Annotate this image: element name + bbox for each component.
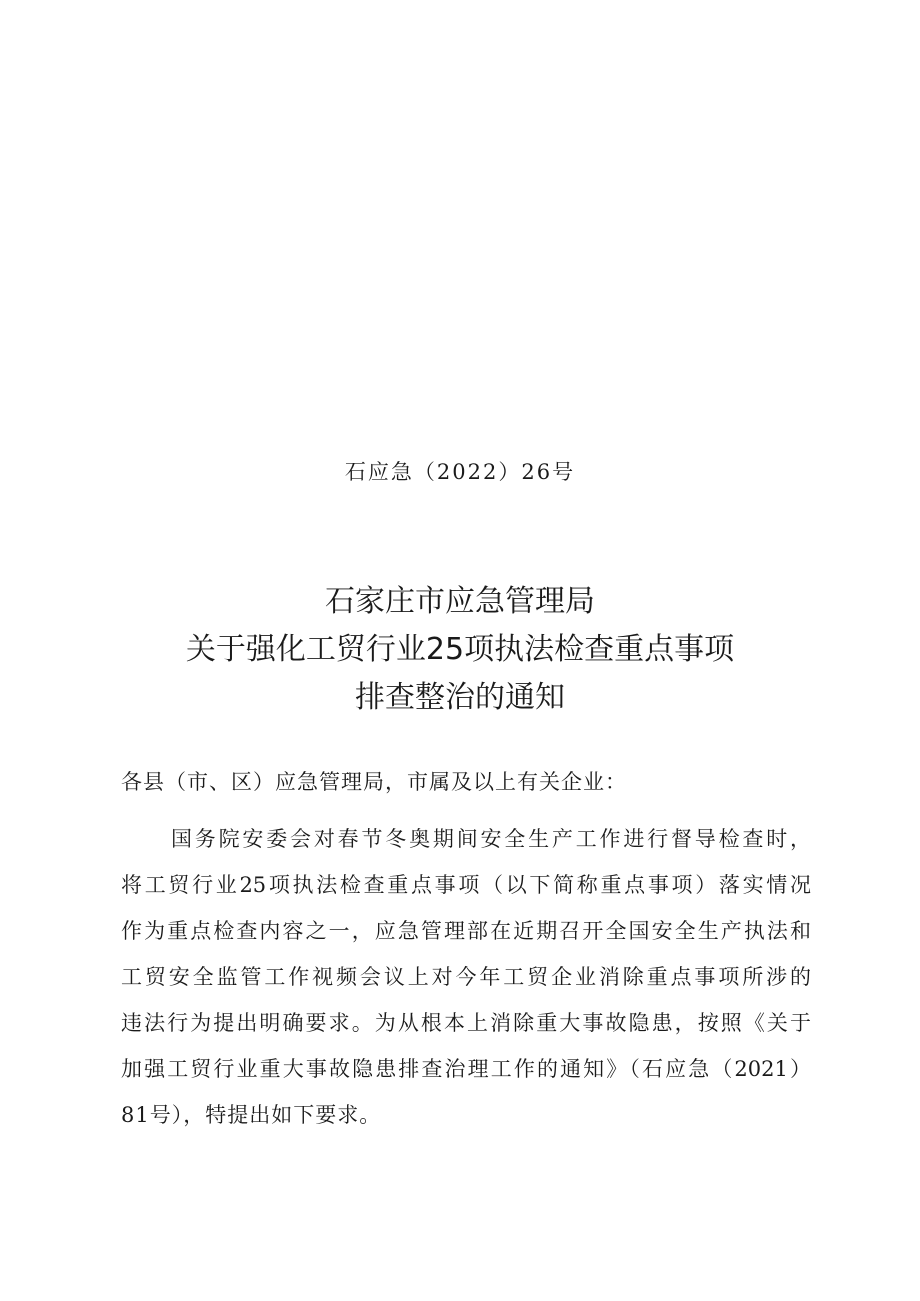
- title-line-3: 排查整治的通知: [355, 680, 565, 715]
- body-line: 工贸安全监管工作视频会议上对今年工贸企业消除重点事项所涉的: [121, 965, 811, 989]
- body-line: 国务院安委会对春节冬奥期间安全生产工作进行督导检查时，: [171, 827, 811, 851]
- body-paragraph: [121, 816, 811, 1138]
- body-line: 81号），特提出如下要求。: [121, 1103, 382, 1127]
- body-line: 加强工贸行业重大事故隐患排查治理工作的通知》（石应急（2021）: [121, 1057, 811, 1081]
- salutation: 各县（市、区）应急管理局，市属及以上有关企业：: [121, 770, 627, 794]
- title-line-1: 石家庄市应急管理局: [325, 584, 595, 619]
- body-line: 将工贸行业25项执法检查重点事项（以下简称重点事项）落实情况: [121, 873, 811, 897]
- document-title: [0, 578, 920, 722]
- document-number: 石应急（2022）26号: [344, 460, 576, 484]
- body-line: 违法行为提出明确要求。为从根本上消除重大事故隐患，按照《关于: [121, 1011, 811, 1035]
- title-line-2: 关于强化工贸行业25项执法检查重点事项: [185, 632, 735, 667]
- body-line: 作为重点检查内容之一，应急管理部在近期召开全国安全生产执法和: [121, 919, 811, 943]
